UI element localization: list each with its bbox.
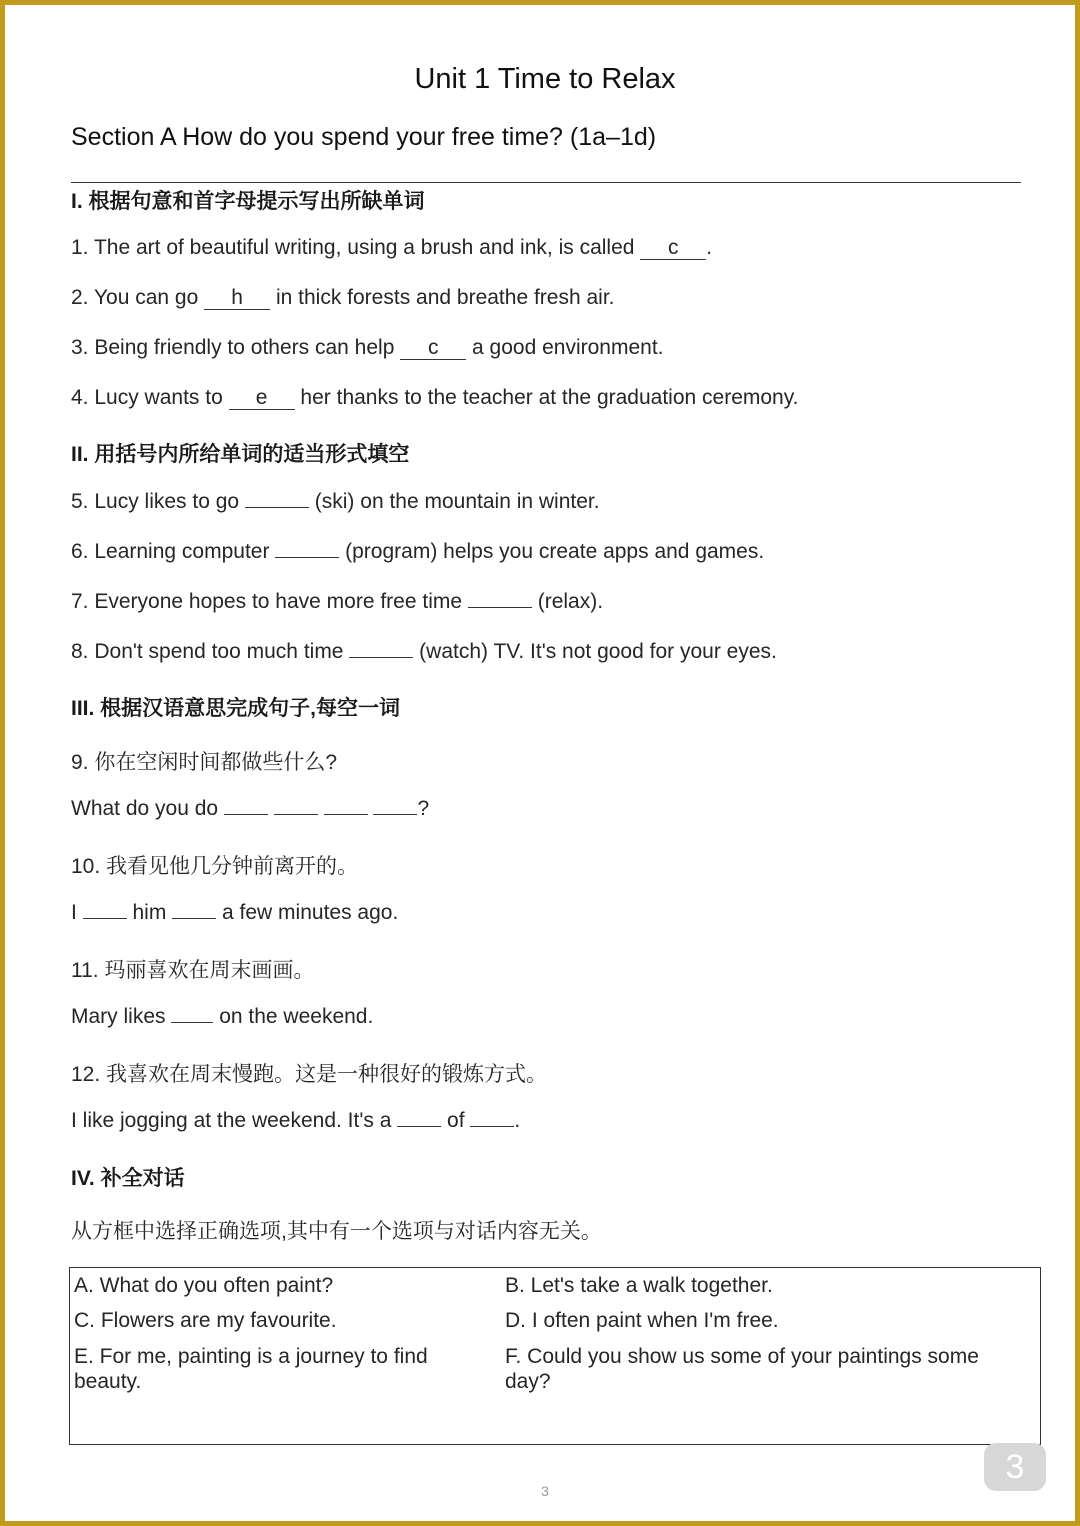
question-7 [71, 590, 603, 614]
question-text: 1. The art of beautiful writing, using a brush and ink, is called [71, 236, 641, 259]
hint-letter: h [231, 286, 243, 309]
section-3-heading: III. 根据汉语意思完成句子,每空一词 [71, 697, 401, 720]
divider [71, 182, 1021, 183]
answer-blank[interactable] [229, 387, 295, 410]
answer-blank[interactable] [400, 337, 466, 360]
question-8 [71, 640, 777, 664]
options-box [69, 1267, 1041, 1445]
question-text: 4. Lucy wants to [71, 386, 229, 409]
question-1 [71, 236, 712, 260]
question-text: 6. Learning computer [71, 540, 276, 563]
option-d: D. I often paint when I'm free. [505, 1309, 779, 1332]
answer-blank[interactable] [324, 814, 368, 815]
question-3 [71, 336, 664, 360]
answer-blank[interactable] [274, 814, 318, 815]
question-text: in thick forests and breathe fresh air. [270, 286, 615, 309]
answer-blank[interactable] [204, 287, 270, 310]
answer-blank[interactable] [640, 237, 706, 260]
answer-blank[interactable] [397, 1126, 441, 1127]
question-10-chinese: 10. 我看见他几分钟前离开的。 [71, 855, 359, 878]
question-5 [71, 490, 600, 514]
option-f: F. Could you show us some of your paintings some day? [505, 1345, 979, 1393]
question-9-english [71, 797, 429, 821]
question-text: (ski) on the mountain in winter. [308, 490, 600, 513]
question-11-chinese: 11. 玛丽喜欢在周末画画。 [71, 959, 315, 982]
section-2-heading: II. 用括号内所给单词的适当形式填空 [71, 443, 410, 466]
answer-blank[interactable] [83, 918, 127, 919]
question-text: Mary likes [71, 1005, 172, 1028]
question-text: a few minutes ago. [216, 901, 399, 924]
question-text: I like jogging at the weekend. It's a [71, 1109, 398, 1132]
question-text: 2. You can go [71, 286, 205, 309]
question-text: him [126, 901, 173, 924]
question-6 [71, 540, 764, 564]
option-b: B. Let's take a walk together. [505, 1274, 773, 1297]
question-text: a good environment. [466, 336, 664, 359]
question-text: . [514, 1109, 521, 1132]
question-text: 3. Being friendly to others can help [71, 336, 401, 359]
answer-blank[interactable] [468, 607, 532, 608]
question-text: (watch) TV. It's not good for your eyes. [413, 640, 777, 663]
option-a: A. What do you often paint? [74, 1274, 334, 1297]
hint-letter: c [668, 236, 679, 259]
question-text: (program) helps you create apps and games. [339, 540, 765, 563]
page-number: 3 [541, 1483, 549, 1499]
question-text: I [71, 901, 83, 924]
question-text: of [441, 1109, 471, 1132]
question-text: on the weekend. [213, 1005, 374, 1028]
page-badge: 3 [984, 1443, 1046, 1491]
answer-blank[interactable] [171, 1022, 213, 1023]
option-c: C. Flowers are my favourite. [74, 1309, 337, 1332]
question-text: (relax). [531, 590, 604, 613]
question-text: 5. Lucy likes to go [71, 490, 245, 513]
question-text: 7. Everyone hopes to have more free time [71, 590, 468, 613]
answer-blank[interactable] [245, 507, 309, 508]
question-text: 8. Don't spend too much time [71, 640, 350, 663]
question-10-english [71, 901, 398, 925]
hint-letter: e [255, 386, 268, 409]
question-9-chinese: 9. 你在空闲时间都做些什么? [71, 751, 338, 774]
hint-letter: c [427, 336, 439, 359]
answer-blank[interactable] [172, 918, 216, 919]
question-text: . [706, 236, 713, 259]
section-4-heading: IV. 补全对话 [71, 1167, 185, 1190]
answer-blank[interactable] [470, 1126, 514, 1127]
answer-blank[interactable] [349, 657, 413, 658]
page-title: Unit 1 Time to Relax [414, 63, 676, 95]
question-text: What do you do [71, 797, 224, 820]
answer-blank[interactable] [224, 814, 268, 815]
option-e: E. For me, painting is a journey to find beauty. [74, 1345, 428, 1393]
question-11-english [71, 1005, 373, 1029]
question-2 [71, 286, 615, 310]
question-12-english [71, 1109, 520, 1133]
question-text: her thanks to the teacher at the graduation ceremony. [294, 386, 799, 409]
question-4 [71, 386, 799, 410]
answer-blank[interactable] [275, 557, 339, 558]
section-1-heading: I. 根据句意和首字母提示写出所缺单词 [71, 190, 425, 213]
question-text: ? [417, 797, 430, 820]
question-12-chinese: 12. 我喜欢在周末慢跑。这是一种很好的锻炼方式。 [71, 1063, 548, 1086]
section-title: Section A How do you spend your free time? (1a–1d) [71, 123, 657, 151]
section-4-instruction: 从方框中选择正确选项,其中有一个选项与对话内容无关。 [71, 1220, 602, 1243]
answer-blank[interactable] [373, 814, 417, 815]
